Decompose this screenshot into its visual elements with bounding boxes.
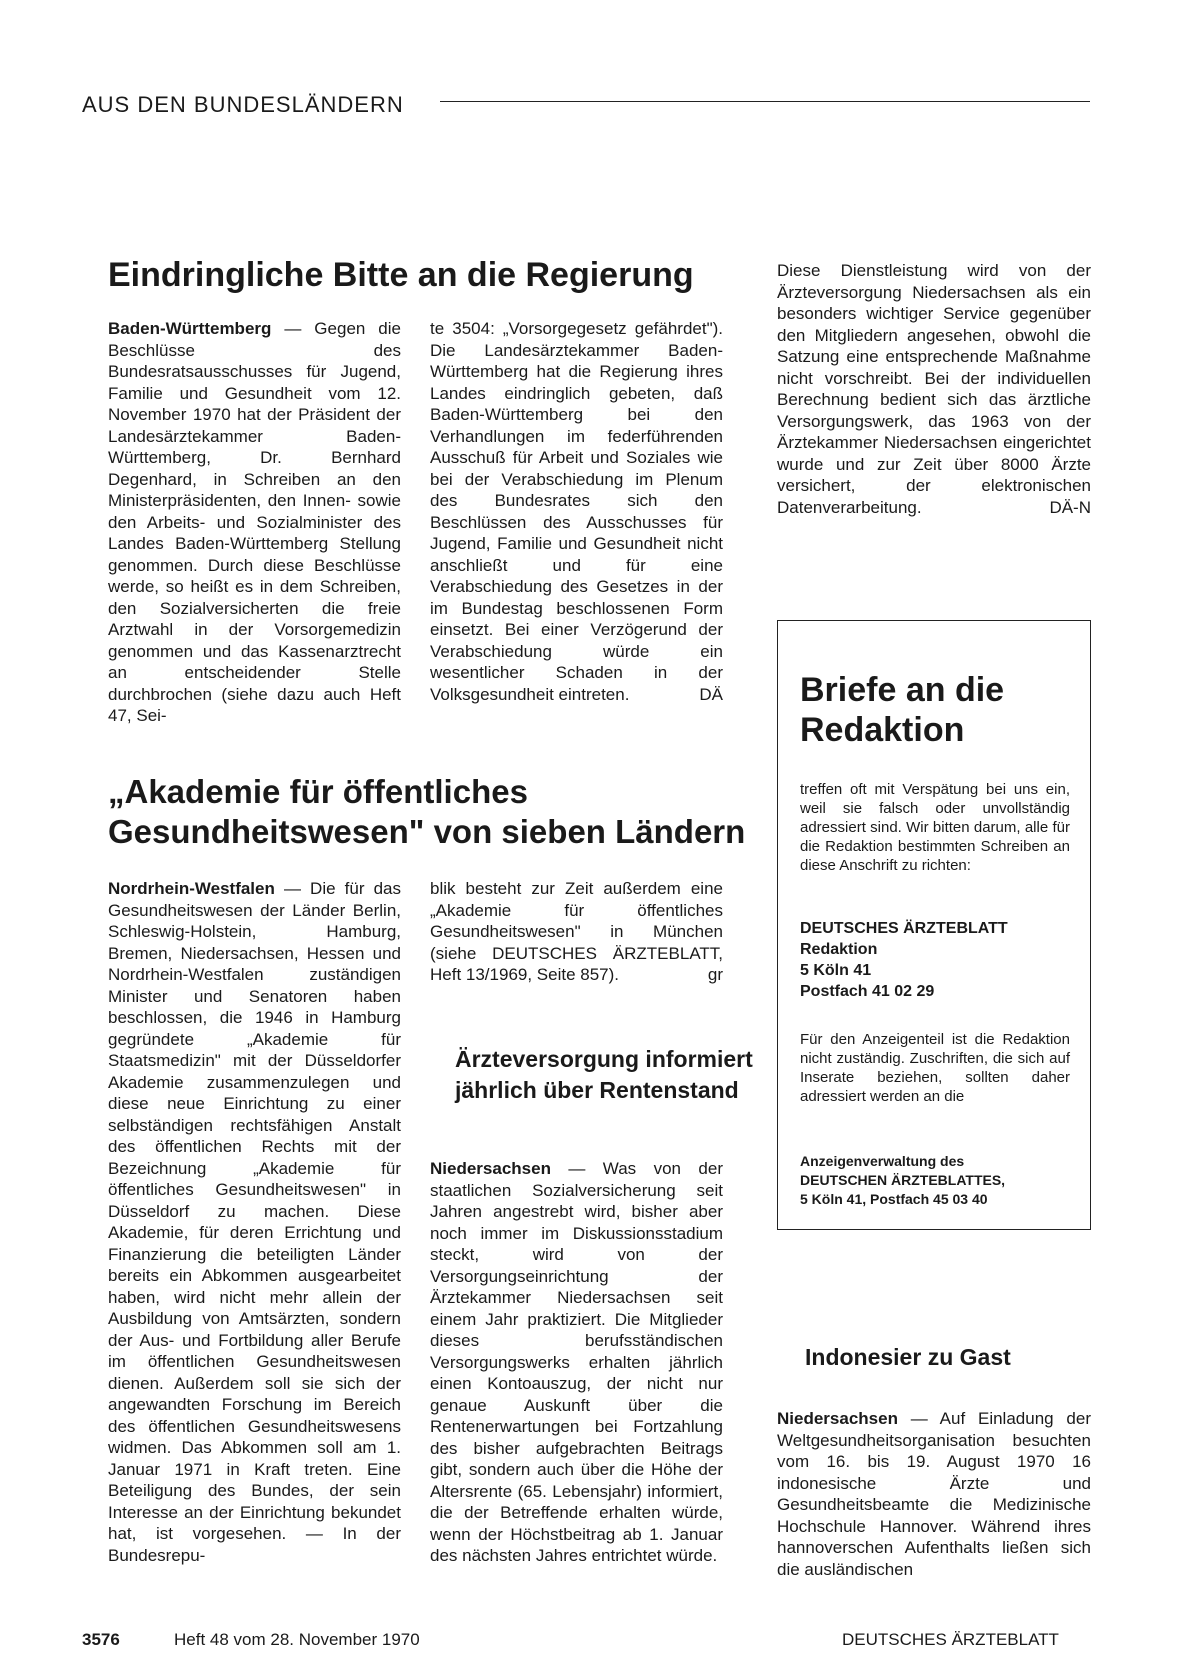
article4-text: — Auf Einladung der Weltgesundheitsorganisation besuchten vom 16. bis 19. August 1970 16 indonesische Ärzte und Gesundheitsbeamte die Medizinische Hochschule Hannover. Während ihres hannoverschen Aufenthalts ließen sich die ausländischen	[777, 1409, 1091, 1579]
footer-page-number: 3576	[82, 1630, 120, 1649]
address1-line3: 5 Köln 41	[800, 962, 872, 979]
article-top-right-text: Diese Dienstleistung wird von der Ärzteversorgung Niedersachsen als ein besonders wichtiger Service gegenüber den Mitgliedern angesehen, obwohl die Satzung eine entsprechende Maßnahme nicht vorschreibt. Bei der individuellen Berechnung bedient sich das ärztliche Versorgungswerk, das 1963 von der Ärztekammer Niedersachsen eingerichtet wurde und zur Zeit über 8000 Ärzte versichert, der elektronischen Datenverarbeitung.	[777, 261, 1091, 517]
article4-title: Indonesier zu Gast	[805, 1344, 1011, 1370]
article3-text: — Was von der staatlichen Sozialversicherung seit Jahren angestrebt wird, bisher aber noch immer im Diskussionsstadium steckt, wird von der Versorgungseinrichtung der Ärztekammer Niedersachsen seit einem Jahr praktiziert. Die Mitglieder dieses berufsständischen Versorgungswerks erhalten jährlich einen Kontoauszug, der nicht nur genaue Auskunft über die Rentenerwartungen bei Fortzahlung des bisher aufgebrachten Beitrags gibt, sondern auch über die Höhe der Altersrente (65. Lebensjahr) informiert, die der Betreffende erhalten würde, wenn der Höchstbeitrag ab 1. Januar des nächsten Jahres entrichtet würde.	[430, 1159, 723, 1565]
article1-col1	[108, 318, 401, 727]
article2-col2	[430, 878, 723, 986]
article2-col1-text: — Die für das Gesundheitswesen der Länder Berlin, Schleswig-Holstein, Hamburg, Bremen, Niedersachsen, Hessen und Nordrhein-Westfalen zuständigen Minister und Senatoren haben beschlossen, die 1946 in Hamburg gegründete „Akademie für Staatsmedizin" mit der Düsseldorfer Akademie zusammenzulegen und diese neue Einrichtung zu einer selbständigen rechtsfähigen Anstalt des öffentlichen Rechts mit der Bezeichnung „Akademie für öffentliches Gesundheitswesen" in Düsseldorf zu machen. Diese Akademie, für deren Errichtung und Finanzierung die beteiligten Länder bereits ein Abkommen ausgearbeitet haben, wird nicht mehr allein der Ausbildung von Amtsärzten, sondern der Aus- und Fortbildung aller Berufe im öffentlichen Gesundheitswesen dienen. Außerdem soll sie sich der angewandten Forschung im Bereich des öffentlichen Gesundheitswesens widmen. Das Abkommen soll am 1. Januar 1971 in Kraft treten. Eine Beteiligung des Bundes, der sein Interesse an der Einrichtung bekundet hat, ist vorgesehen. — In der Bundesrepu-	[108, 879, 401, 1565]
article1-region: Baden-Württemberg	[108, 319, 272, 338]
article3-region: Niedersachsen	[430, 1159, 551, 1178]
article1-col1-text: — Gegen die Beschlüsse des Bundesratsausschusses für Jugend, Familie und Gesundheit vom 12. November 1970 hat der Präsident der Landesärztekammer Baden-Württemberg, Dr. Bernhard Degenhard, in Schreiben an den Ministerpräsidenten, den Innen- sowie den Arbeits- und Sozialminister des Landes Baden-Württemberg Stellung genommen. Durch diese Beschlüsse werde, so heißt es in dem Schreiben, den Sozialversicherten die freie Arztwahl in der Vorsorgemedizin genommen und das Kassenarztrecht an entscheidender Stelle durchbrochen (siehe dazu auch Heft 47, Sei-	[108, 319, 401, 725]
address2-line3: 5 Köln 41, Postfach 45 03 40	[800, 1191, 988, 1207]
address2-line1: Anzeigenverwaltung des	[800, 1153, 965, 1169]
article2-title-line2: Gesundheitswesen" von sieben Ländern	[108, 813, 746, 850]
section-heading: AUS DEN BUNDESLÄNDERN	[82, 92, 404, 117]
article3-title: Ärzteversorgung informiert jährlich über Rentenstand	[455, 1046, 753, 1103]
article2-region: Nordrhein-Westfalen	[108, 879, 275, 898]
article2-title	[108, 772, 748, 852]
address1-line4: Postfach 41 02 29	[800, 983, 935, 1000]
article4-body	[777, 1408, 1091, 1580]
article2-col2-text: blik besteht zur Zeit außerdem eine „Akademie für öffentliches Gesundheitswesen" in München (siehe DEUTSCHES ÄRZTEBLATT, Heft 13/1969, Seite 857).	[430, 879, 723, 984]
address2-line2: DEUTSCHEN ÄRZTEBLATTES,	[800, 1172, 1006, 1188]
article4-region: Niedersachsen	[777, 1409, 898, 1428]
address1-line2: Redaktion	[800, 941, 878, 958]
article1-signature: DÄ	[699, 684, 723, 704]
address1-line1: DEUTSCHES ÄRZTEBLATT	[800, 920, 1008, 937]
article2-col1	[108, 878, 401, 1566]
article1-col2-text: te 3504: „Vorsorgegesetz gefährdet"). Die Landesärztekammer Baden-Württemberg hat die Regierung ihres Landes eindringlich gebeten, daß Baden-Württemberg bei den Verhandlungen im federführenden Ausschuß für Arbeit und Soziales wie bei der Verabschiedung im Plenum des Bundesrates sich den Beschlüssen des Ausschusses für Jugend, Familie und Gesundheit nicht anschließt und für eine Verabschiedung des Gesetzes in der im Bundestag beschlossenen Form einsetzt. Bei einer Verzögerund der Verabschiedung würde ein wesentlicher Schaden in der Volksgesundheit eintreten.	[430, 319, 723, 704]
article1-col2	[430, 318, 723, 705]
letters-box-text1: treffen oft mit Verspätung bei uns ein, weil sie falsch oder unvollständig adressiert sind. Wir bitten darum, alle für die Redaktion bestimmten Schreiben an diese Anschrift zu richten:	[800, 781, 1070, 874]
footer-journal: DEUTSCHES ÄRZTEBLATT	[842, 1630, 1059, 1649]
article2-title-line1: „Akademie für öffentliches	[108, 773, 528, 810]
letters-box-address1	[800, 918, 1080, 1002]
letters-box-address2	[800, 1152, 1080, 1209]
footer-issue: Heft 48 vom 28. November 1970	[174, 1630, 420, 1649]
letters-box-title: Briefe an die Redaktion	[800, 671, 1005, 749]
section-rule	[440, 101, 1090, 102]
article3-body	[430, 1158, 723, 1567]
article1-title: Eindringliche Bitte an die Regierung	[108, 256, 694, 294]
article-top-right	[777, 260, 1091, 518]
article2-signature: gr	[707, 965, 723, 984]
letters-box-text2: Für den Anzeigenteil ist die Redaktion nicht zuständig. Zuschriften, die sich auf Inserate beziehen, sollten daher adressiert werden an die	[800, 1031, 1070, 1105]
article-top-right-signature: DÄ-N	[1049, 497, 1091, 517]
